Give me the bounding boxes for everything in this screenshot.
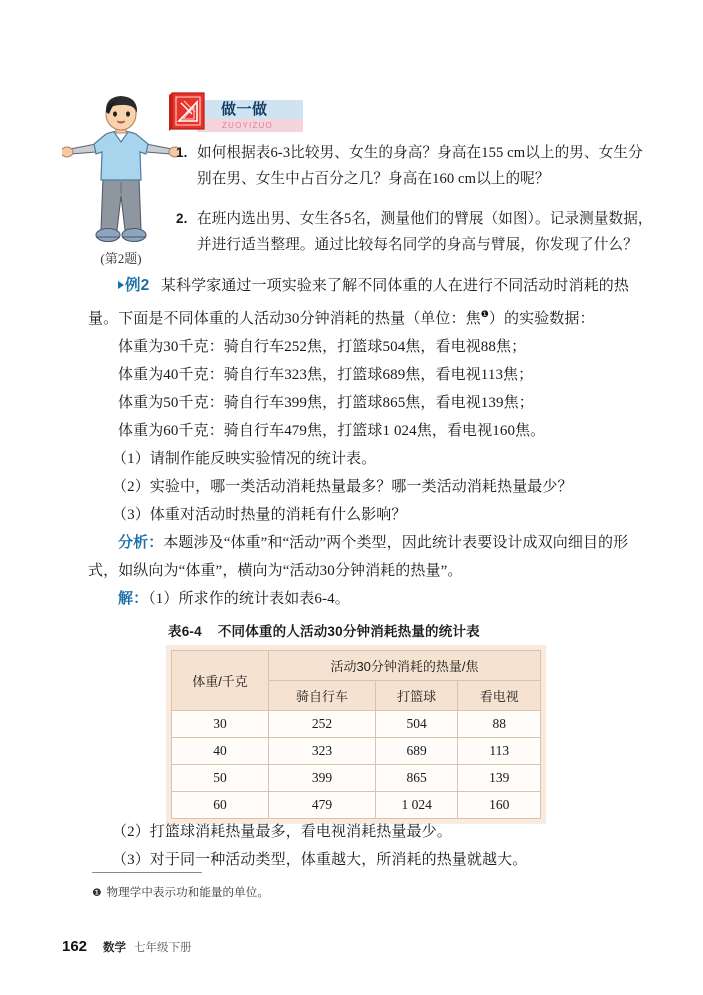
table-cell-value: 689 (375, 738, 458, 765)
list-item-number: 2. (176, 211, 188, 226)
table-cell-value: 113 (458, 738, 541, 765)
list-item (176, 206, 656, 258)
list-item (176, 140, 656, 192)
boy-figure-illustration (62, 92, 180, 254)
data-line: 体重为30千克：骑自行车252焦，打篮球504焦，看电视88焦； (118, 339, 527, 355)
footnote-text: 物理学中表示功和能量的单位。 (106, 887, 269, 899)
table-group-header-label: 活动30分钟消耗的热量/焦 (269, 651, 541, 681)
analysis-label: 分析： (118, 534, 164, 551)
example-intro-paragraph (88, 272, 644, 333)
statistics-table-frame (166, 645, 546, 824)
table-cell-value: 504 (375, 711, 458, 738)
page-number: 162 (62, 938, 88, 955)
answer-line: （2）打篮球消耗热量最多，看电视消耗热量最少。 (112, 824, 452, 840)
solution-paragraph (88, 585, 644, 613)
table-cell-value: 160 (458, 792, 541, 819)
table-row (172, 711, 541, 738)
table-cell-value: 479 (269, 792, 376, 819)
table-header-row-group (172, 651, 541, 681)
list-item-number: 1. (176, 145, 188, 160)
table-cell-value: 88 (458, 711, 541, 738)
table-column-header: 打篮球 (375, 681, 458, 711)
example-section (88, 272, 644, 613)
table-caption (168, 620, 480, 640)
example-marker: 例2 (118, 277, 149, 294)
table-column-header: 骑自行车 (269, 681, 376, 711)
table-cell-value: 252 (269, 711, 376, 738)
figure-caption: (第2题) (100, 251, 142, 266)
activity-section (0, 88, 703, 266)
table-column-header: 看电视 (458, 681, 541, 711)
activity-banner (197, 100, 303, 132)
table-cell-weight: 60 (172, 792, 269, 819)
data-line: 体重为50千克：骑自行车399焦，打篮球865焦，看电视139焦； (118, 395, 534, 411)
table-row-header-label: 体重/千克 (172, 651, 269, 711)
footer-grade: 七年级下册 (134, 942, 192, 954)
list-item-text: 如何根据表6-3比较男、女生的身高？身高在155 cm以上的男、女生分别在男、女生中占百分之几？身高在160 cm以上的呢？ (197, 145, 643, 187)
data-line: 体重为40千克：骑自行车323焦，打篮球689焦，看电视113焦； (118, 367, 534, 383)
footnote-bullet-icon: ❶ (92, 887, 102, 899)
table-cell-value: 399 (269, 765, 376, 792)
table-body (172, 711, 541, 819)
footnote-reference-icon: ❶ (480, 309, 489, 319)
list-item-text: 在班内选出男、女生各5名，测量他们的臂展（如图）。记录测量数据，并进行适当整理。通过比较每名同学的身高与臂展，你发现了什么？ (197, 211, 653, 253)
example-question: （3）体重对活动时热量的消耗有什么影响？ (112, 507, 407, 523)
footer-subject: 数学 (103, 942, 127, 954)
table-cell-value: 139 (458, 765, 541, 792)
answers-section (88, 818, 644, 874)
table-cell-value: 865 (375, 765, 458, 792)
example-intro-text-part1: 某科学家通过一项实验来了解不同体重的人在进行不同活动时消耗的热量。下面是不同体重的人活动30分钟消耗的热量（单位：焦 (88, 278, 629, 327)
table-cell-weight: 50 (172, 765, 269, 792)
table-row (172, 765, 541, 792)
analysis-paragraph (88, 529, 644, 585)
banner-title: 做一做 (221, 101, 268, 118)
triangle-bullet-icon (118, 281, 124, 289)
footnote-divider (92, 872, 202, 873)
page-footer (62, 938, 192, 955)
triangle-ruler-book-icon (164, 90, 210, 132)
table-number: 表6-4 (168, 624, 202, 639)
footnote (92, 884, 269, 900)
table-cell-weight: 30 (172, 711, 269, 738)
table-cell-weight: 40 (172, 738, 269, 765)
example-intro-text-part2: ）的实验数据： (488, 311, 595, 327)
activity-question-list (176, 140, 656, 272)
table-cell-value: 1 024 (375, 792, 458, 819)
table-row (172, 792, 541, 819)
answer-line: （3）对于同一种活动类型，体重越大，所消耗的热量就越大。 (112, 852, 528, 868)
table-cell-value: 323 (269, 738, 376, 765)
data-line: 体重为60千克：骑自行车479焦，打篮球1 024焦，看电视160焦。 (118, 423, 546, 439)
analysis-text: 本题涉及“体重”和“活动”两个类型，因此统计表要设计成双向细目的形式，如纵向为“体重”，横向为“活动30分钟消耗的热量”。 (88, 535, 629, 579)
example-question: （2）实验中，哪一类活动消耗热量最多？哪一类活动消耗热量最少？ (112, 479, 573, 495)
banner-pinyin: ZUOYIZUO (222, 121, 273, 130)
table-row (172, 738, 541, 765)
table-head (172, 651, 541, 711)
statistics-table (171, 650, 541, 819)
table-title: 不同体重的人活动30分钟消耗热量的统计表 (217, 624, 480, 639)
solution-text: （1）所求作的统计表如表6-4。 (148, 591, 350, 607)
example-question: （1）请制作能反映实验情况的统计表。 (112, 451, 377, 467)
solution-label: 解： (118, 590, 149, 607)
